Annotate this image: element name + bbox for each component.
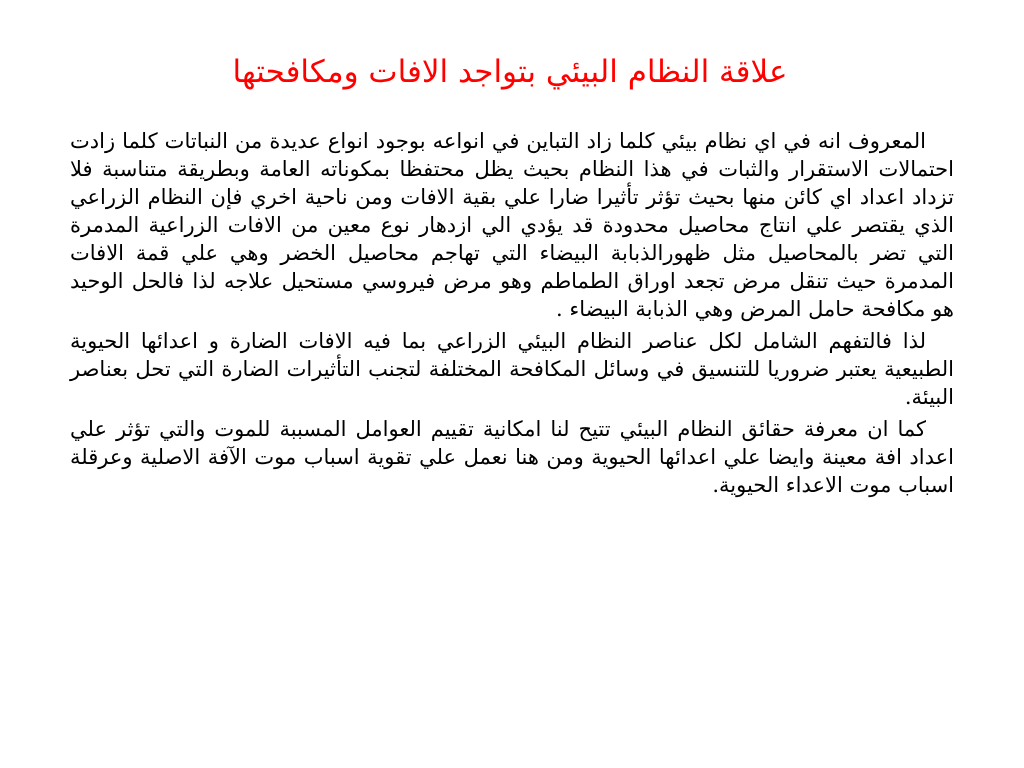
paragraph-1: المعروف انه في اي نظام بيئي كلما زاد التباين في انواعه بوجود انواع عديدة من النباتات كلما زادت احتمالات الاستقرار والثبات في هذا النظام بحيث يظل محتفظا بمكوناته العامة وبطريقة متناسبة فلا تزداد اعداد اي كائن منها بحيث تؤثر تأثيرا ضارا علي بقية الافات ومن ناحية اخري فإن النظام الزراعي الذي يقتصر علي انتاج محاصيل محدودة قد يؤدي الي ازدهار نوع معين من الافات الزراعية المدمرة التي تضر بالمحاصيل مثل ظهورالذبابة البيضاء التي تهاجم محاصيل الخضر وهي علي قمة الافات المدمرة حيث تنقل مرض تجعد اوراق الطماطم وهو مرض فيروسي مستحيل علاجه لذا فالحل الوحيد هو مكافحة حامل المرض وهي الذبابة البيضاء . [70, 129, 954, 321]
slide-body [70, 127, 954, 503]
paragraph-2: لذا فالتفهم الشامل لكل عناصر النظام البيئي الزراعي بما فيه الافات الضارة و اعدائها الحيوية الطبيعية يعتبر ضروريا للتنسيق في وسائل المكافحة المختلفة لتجنب التأثيرات الضارة التي تحل بعناصر البيئة. [70, 329, 954, 409]
paragraph-3: كما ان معرفة حقائق النظام البيئي تتيح لنا امكانية تقييم العوامل المسببة للموت والتي تؤثر علي اعداد افة معينة وايضا علي اعدائها الحيوية ومن هنا نعمل علي تقوية اسباب موت الآفة الاصلية وعرقلة اسباب موت الاعداء الحيوية. [70, 417, 954, 497]
slide-title: علاقة النظام البيئي بتواجد الافات ومكافحتها [232, 54, 788, 90]
